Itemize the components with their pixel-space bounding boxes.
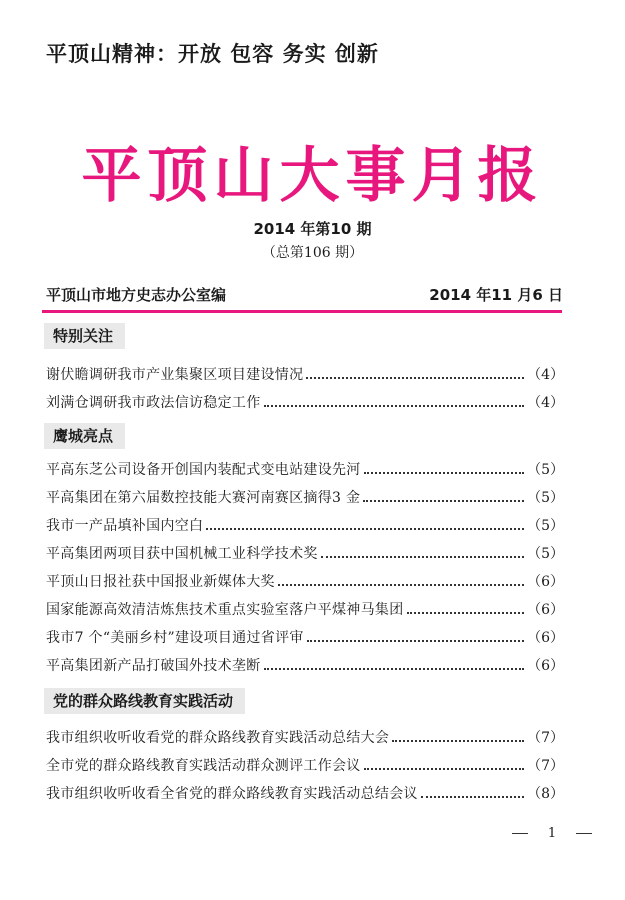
toc-leader-dots	[421, 796, 524, 798]
toc-title: 我市组织收听收看全省党的群众路线教育实践活动总结会议	[46, 786, 418, 802]
toc-title: 我市7 个“美丽乡村”建设项目通过省评审	[46, 630, 304, 646]
header-divider	[42, 310, 562, 313]
toc-row[interactable]	[46, 485, 564, 507]
toc-row[interactable]	[46, 597, 564, 619]
toc-page-number: （5）	[527, 546, 564, 562]
toc-row[interactable]	[46, 457, 564, 479]
toc-page-number: （6）	[527, 574, 564, 590]
publication-date: 2014 年11 月6 日	[429, 286, 563, 304]
toc-leader-dots	[392, 740, 524, 742]
footer-dash-right	[576, 833, 592, 834]
toc-page-number: （5）	[527, 518, 564, 534]
toc-leader-dots	[407, 612, 525, 614]
toc-row[interactable]	[46, 781, 564, 803]
toc-page-number: （6）	[527, 630, 564, 646]
toc-leader-dots	[264, 405, 525, 407]
toc-row[interactable]	[46, 362, 564, 384]
toc-row[interactable]	[46, 569, 564, 591]
toc-row[interactable]	[46, 625, 564, 647]
toc-title: 平高集团两项目获中国机械工业科学技术奖	[46, 546, 318, 562]
toc-leader-dots	[321, 556, 524, 558]
toc-leader-dots	[306, 377, 524, 379]
total-issue-number: （总第106 期）	[261, 245, 364, 261]
toc-page-number: （8）	[527, 786, 564, 802]
section-label-city-highlights: 鹰城亮点	[44, 423, 125, 449]
masthead-title: 平顶山大事月报	[81, 141, 544, 211]
toc-row[interactable]	[46, 725, 564, 747]
toc-leader-dots	[278, 584, 524, 586]
toc-row[interactable]	[46, 541, 564, 563]
toc-leader-dots	[364, 472, 524, 474]
toc-page-number: （4）	[527, 367, 564, 383]
issue-number: 2014 年第10 期	[253, 220, 372, 238]
page-number: 1	[547, 826, 557, 841]
slogan: 平顶山精神：开放 包容 务实 创新	[46, 42, 379, 66]
toc-leader-dots	[307, 640, 524, 642]
footer-dash-left	[512, 833, 528, 834]
page-footer	[512, 826, 592, 841]
section-label-mass-line-campaign: 党的群众路线教育实践活动	[44, 688, 245, 714]
toc-title: 平高东芝公司设备开创国内装配式变电站建设先河	[46, 462, 361, 478]
toc-title: 全市党的群众路线教育实践活动群众测评工作会议	[46, 758, 361, 774]
section-label-special-focus: 特别关注	[44, 323, 125, 349]
publisher: 平顶山市地方史志办公室编	[46, 286, 227, 304]
toc-title: 平顶山日报社获中国报业新媒体大奖	[46, 574, 275, 590]
toc-row[interactable]	[46, 390, 564, 412]
toc-title: 我市组织收听收看党的群众路线教育实践活动总结大会	[46, 730, 390, 746]
toc-leader-dots	[363, 500, 524, 502]
toc-page-number: （6）	[527, 658, 564, 674]
toc-row[interactable]	[46, 753, 564, 775]
toc-title: 平高集团新产品打破国外技术垄断	[46, 658, 261, 674]
toc-title: 我市一产品填补国内空白	[46, 518, 204, 534]
toc-page-number: （4）	[527, 395, 564, 411]
toc-leader-dots	[364, 768, 524, 770]
toc-title: 谢伏瞻调研我市产业集聚区项目建设情况	[46, 367, 304, 383]
toc-title: 刘满仓调研我市政法信访稳定工作	[46, 395, 261, 411]
toc-title: 平高集团在第六届数控技能大赛河南赛区摘得3 金	[46, 490, 361, 506]
toc-title: 国家能源高效清洁炼焦技术重点实验室落户平煤神马集团	[46, 602, 404, 618]
toc-page-number: （6）	[527, 602, 564, 618]
toc-page-number: （7）	[527, 730, 564, 746]
toc-leader-dots	[264, 668, 525, 670]
toc-row[interactable]	[46, 513, 564, 535]
toc-page-number: （5）	[527, 462, 564, 478]
toc-leader-dots	[206, 528, 524, 530]
toc-page-number: （5）	[527, 490, 564, 506]
toc-page-number: （7）	[527, 758, 564, 774]
toc-row[interactable]	[46, 653, 564, 675]
